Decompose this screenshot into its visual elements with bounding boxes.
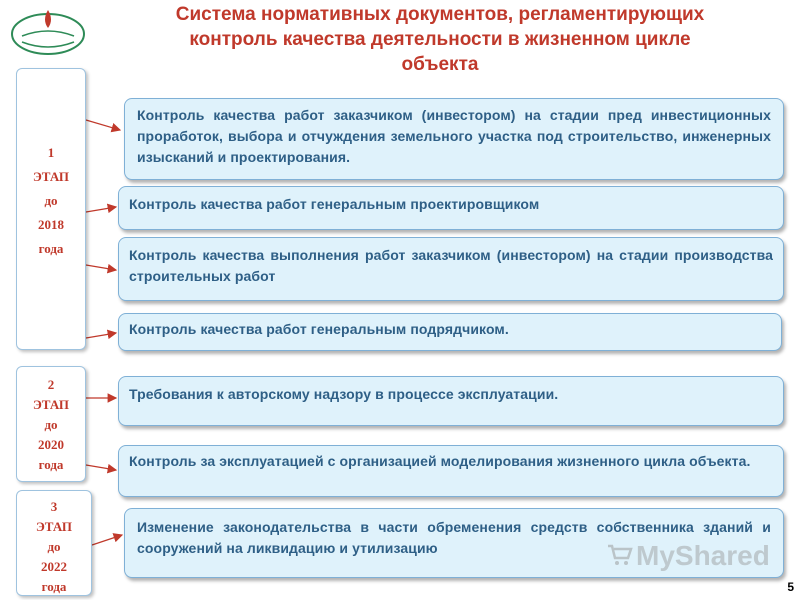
item-text-1: Контроль качества работ заказчиком (инвестором) на стадии пред инвестиционных проработок, выбора и отчуждения земельного участка под строительство, инженерных изысканий и проектирования. <box>137 107 771 165</box>
arrow-2 <box>86 207 116 212</box>
item-box-4 <box>118 313 782 351</box>
stage-2-num: 2 <box>47 377 55 392</box>
item-box-3 <box>118 237 784 301</box>
item-text-3: Контроль качества выполнения работ заказчиком (инвестором) на стадии производства строительных работ <box>129 247 773 284</box>
stage-3-year: 2022 <box>41 559 67 574</box>
item-text-5: Требования к авторскому надзору в процессе эксплуатации. <box>129 386 559 402</box>
item-box-1 <box>124 98 784 180</box>
arrow-4 <box>86 333 116 338</box>
item-box-5 <box>118 376 784 426</box>
item-box-6 <box>118 445 784 497</box>
item-text-4: Контроль качества работ генеральным подрядчиком. <box>129 321 509 337</box>
stage-1 <box>16 68 86 350</box>
stage-2-suffix: года <box>38 457 64 472</box>
watermark: MyShared <box>636 540 770 571</box>
title-line-1: Система нормативных документов, регламентирующих <box>175 4 705 25</box>
item-text-6: Контроль за эксплуатацией с организацией моделирования жизненного цикла объекта. <box>129 453 751 469</box>
item-text-7: Изменение законодательства в части обременения средств собственника зданий и сооружений на ликвидацию и утилизацию <box>137 519 771 556</box>
arrow-1 <box>86 120 120 130</box>
stage-2 <box>16 366 86 482</box>
stage-1-label: ЭТАП <box>32 169 70 184</box>
stage-1-year: 2018 <box>38 217 64 232</box>
stage-1-num: 1 <box>47 145 55 160</box>
stage-1-suffix: года <box>38 241 64 256</box>
item-text-2: Контроль качества работ генеральным проектировщиком <box>129 196 540 212</box>
stage-1-prep: до <box>44 193 58 208</box>
item-box-2 <box>118 186 784 230</box>
stage-2-year: 2020 <box>38 437 64 452</box>
stage-3-suffix: года <box>41 579 67 594</box>
watermark-icon <box>606 540 634 573</box>
arrow-7 <box>92 535 122 545</box>
stage-3-num: 3 <box>50 499 58 514</box>
title-line-3: объекта <box>401 54 479 75</box>
stage-3-prep: до <box>47 539 61 554</box>
stage-2-label: ЭТАП <box>32 397 70 412</box>
page-number: 5 <box>787 580 794 594</box>
arrow-6 <box>86 465 116 470</box>
stage-3-label: ЭТАП <box>35 519 73 534</box>
arrow-3 <box>86 265 116 270</box>
stage-2-prep: до <box>44 417 58 432</box>
stage-3 <box>16 490 92 596</box>
title-line-2: контроль качества деятельности в жизненном цикле <box>189 29 691 50</box>
